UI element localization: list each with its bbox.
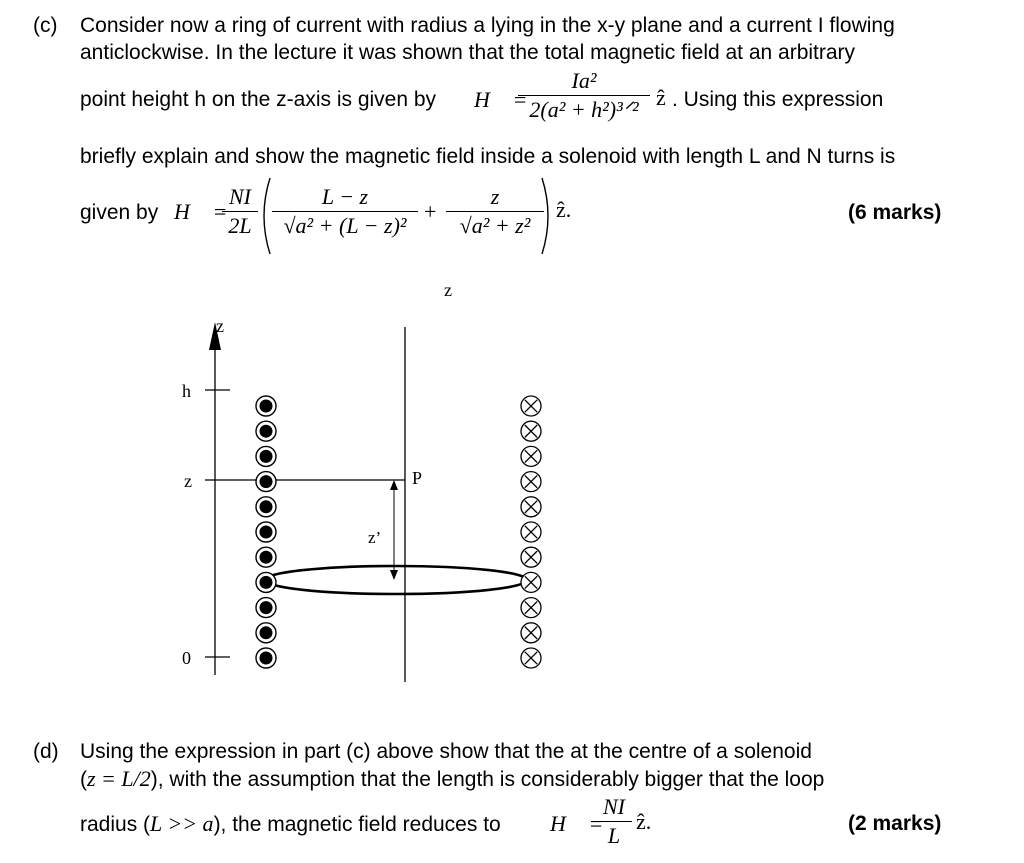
tick-z-label: z [184,471,192,491]
coil-dot [260,576,273,589]
eq1-lhs: H⃗ = [474,87,528,112]
eq2-prefactor-den: 2L [228,213,252,238]
part-d-line-2-post: ), with the assumption that the length is considerably bigger that the loop [150,768,825,791]
eq2-prefactor-num: NI [229,184,251,209]
part-d-line-3-post: ), the magnetic field reduces to [213,813,501,836]
part-c-marks: (6 marks) [848,201,942,224]
part-d-eq-unit: ẑ. [636,809,652,834]
eq2-term-2-bar [446,211,544,212]
part-d-marks: (2 marks) [848,812,942,835]
part-d-eq-den: L [607,823,621,848]
left-coils-out-of-page [256,396,276,668]
coil-dot [260,601,273,614]
central-axis-label: z [444,280,452,300]
right-coils-into-page [521,396,541,668]
z-axis-label: z [216,316,224,336]
part-d-line-2-pre: ( [80,768,87,791]
eq2-term-1-num: L − z [321,184,369,209]
part-d-line-3-pre: radius ( [80,813,151,836]
coil-into-page [521,623,541,643]
coil-dot [260,400,273,413]
part-c-line-4: briefly explain and show the magnetic field inside a solenoid with length L and N turns is [80,145,896,168]
offset-arrow-head-top [390,480,398,490]
offset-label: z’ [368,528,382,547]
eq2-term-2-den: √a² + z² [459,213,531,238]
coil-into-page [521,648,541,668]
eq2-left-paren [256,176,272,256]
part-c-line-2: anticlockwise. In the lecture it was shown that the total magnetic field at an arbitrary [80,41,856,64]
coil-dot [260,500,273,513]
coil-dot [260,551,273,564]
coil-into-page [521,421,541,441]
point-p-label: P [412,468,423,488]
eq1-fraction-bar [518,95,650,96]
part-d-line-1: Using the expression in part (c) above show that the at the centre of a solenoid [80,740,812,763]
eq2-prefactor-bar [222,211,258,212]
part-c-line-5-pre: given by [80,201,159,224]
part-d-eq-bar [596,821,632,822]
part-d-eq-fraction [596,794,632,849]
solenoid-diagram [150,270,570,690]
part-d-line-2 [80,767,824,792]
part-c-line-1: Consider now a ring of current with radius a lying in the x-y plane and a current I flowing [80,14,895,37]
eq1-numerator: Ia² [571,68,597,93]
part-d-line-2-math: z = L/2 [87,766,151,791]
coil-into-page [521,547,541,567]
eq1-fraction [518,68,650,123]
part-d-eq-num: NI [603,794,625,819]
coil-into-page [521,598,541,618]
eq2-lhs: H⃗ = [174,199,228,224]
coil-dot [260,450,273,463]
part-c-line-3-post: . Using this expression [672,88,884,111]
part-d-label: (d) [33,740,59,763]
part-d-eq-lhs: H⃗ = [550,811,604,836]
offset-arrow-head-bottom [390,570,398,580]
coil-dot [260,652,273,665]
coil-into-page [521,497,541,517]
tick-h-label: h [182,381,191,401]
coil-into-page [521,472,541,492]
coil-dot [260,526,273,539]
coil-into-page [521,572,541,592]
eq2-term-2-num: z [490,184,500,209]
eq2-term-1-bar [272,211,418,212]
part-c-line-3-pre: point height h on the z-axis is given by [80,88,437,111]
eq2-prefactor [222,184,258,239]
coil-dot [260,425,273,438]
eq2-plus: + [424,199,437,224]
coil-into-page [521,396,541,416]
eq1-unit-vector: ẑ [656,85,666,110]
tick-0-label: 0 [182,648,191,668]
coil-dot [260,475,273,488]
part-d-line-3 [80,812,501,837]
part-d-line-3-math: L >> a [150,811,214,836]
eq2-term-2 [446,184,544,239]
eq2-term-1 [272,184,418,239]
eq1-denominator: 2(a² + h²)³ᐟ² [529,97,639,122]
coil-into-page [521,522,541,542]
eq2-right-paren [540,176,556,256]
eq2-term-1-den: √a² + (L − z)² [283,213,407,238]
coil-dot [260,626,273,639]
coil-into-page [521,446,541,466]
eq2-unit-vector: ẑ. [556,197,572,222]
part-c-label: (c) [33,14,58,37]
